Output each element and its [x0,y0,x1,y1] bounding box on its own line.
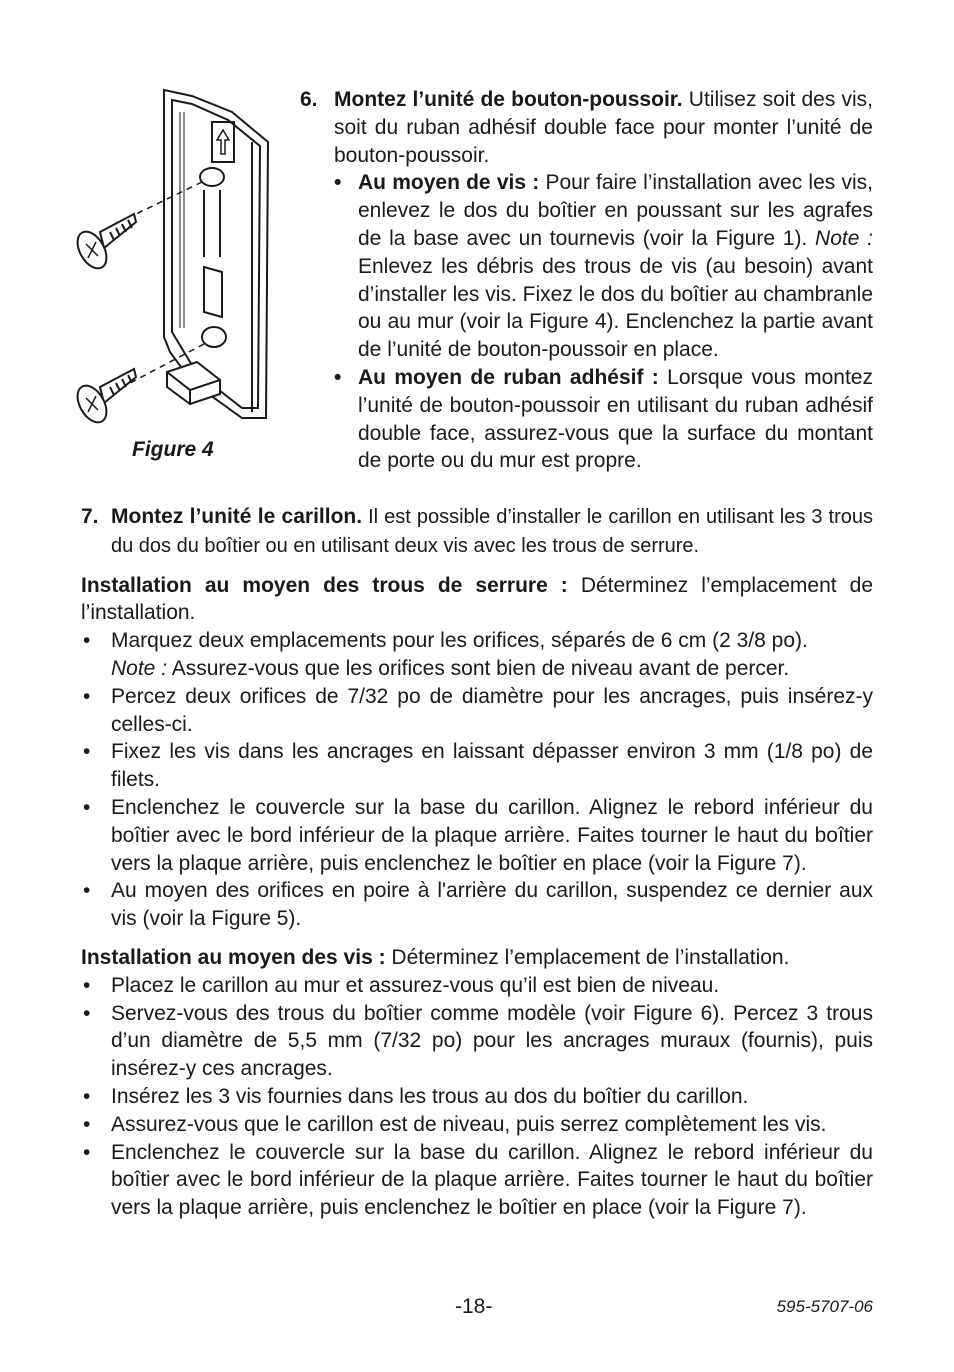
list-item [81,1111,873,1139]
bullet-glyph: • [83,629,91,653]
bullet-tape [334,364,873,475]
step-7 [81,503,873,561]
step-7-title: Montez l’unité le carillon. [111,505,363,528]
note-text: Assurez-vous que les orifices sont bien de niveau avant de percer. [167,656,790,680]
bullet-glyph: • [83,795,91,819]
list-item-text: Marquez deux emplacements pour les orifices, séparés de 6 cm (2 3/8 po). [111,629,808,653]
bullet-glyph: • [83,740,91,764]
bullet-text: Pour faire l’installation avec les vis, enlevez le dos du boîtier en poussant sur les agrafes de la base avec un tournevis (voir la Figure 1). [358,171,873,250]
bullet-glyph: • [83,1001,91,1025]
list-item [81,794,873,877]
step-6-intro [334,86,873,169]
list-item-text: Percez deux orifices de 7/32 po de diamètre pour les ancrages, puis insérez-y celles-ci. [111,684,873,736]
step-7-text: Il est possible d’installer le carillon en utilisant les 3 trous du dos du boîtier ou en utilisant deux vis avec les trous de serrure. [111,506,873,557]
list-item [81,1083,873,1111]
list-item-text: Enclenchez le couvercle sur la base du carillon. Alignez le rebord inférieur du boîtier avec le bord inférieur de la plaque arrière. Faites tourner le haut du boîtier vers la plaque arrière, puis enclenchez le boîtier en place (voir la Figure 7). [111,1140,873,1220]
list-item-text: Insérez les 3 vis fournies dans les trous au dos du boîtier du carillon. [111,1084,749,1108]
note-label: Note : [111,656,168,680]
step-6-body [334,86,873,475]
bullet-glyph: • [83,1112,91,1136]
list-item [81,627,873,683]
bullet-glyph: • [83,684,91,708]
list-item [81,972,873,1000]
list-item-text: Servez-vous des trous du boîtier comme modèle (voir Figure 6). Percez 3 trous d’un diamètre de 5,5 mm (7/32 po) pour les ancrages muraux (fournis), puis insérez-y ces ancrages. [111,1001,873,1081]
section-heading: Installation au moyen des vis : [81,945,386,969]
bullet-glyph: • [83,879,91,903]
bullet-text: Lorsque vous montez l’unité de bouton-poussoir en utilisant du ruban adhésif double face, assurez-vous que la surface du montant de porte ou du mur est propre. [358,365,873,473]
bullet-glyph: • [83,1140,91,1164]
step-6 [300,86,873,475]
step-6-text: Utilisez soit des vis, soit du ruban adhésif double face pour monter l’unité de bouton-poussoir. [334,88,873,167]
section-heading: Installation au moyen des trous de serrure : [81,573,568,597]
list-item-text: Au moyen des orifices en poire à l'arrière du carillon, suspendez ce dernier aux vis (voir la Figure 5). [111,879,873,931]
list-item [81,1139,873,1222]
list-item [81,1000,873,1083]
bullet-glyph: • [334,365,342,389]
bullet-glyph: • [83,1084,91,1108]
mounting-diagram [72,82,292,432]
bullet-screws [334,169,873,364]
bullet-glyph: • [334,171,342,195]
step-number: 6. [300,88,318,111]
bullet-title: Au moyen de ruban adhésif : [358,365,659,389]
bullet-text: Enlevez les débris des trous de vis (au besoin) avant d’installer les vis. Fixez le dos du boîtier au chambranle ou au mur (voir la Figure 4). Enclenchez la partie avant de l’unité de bouton-poussoir en place. [358,254,873,362]
bullet-glyph: • [83,973,91,997]
list-item-text: Assurez-vous que le carillon est de niveau, puis serrez complètement les vis. [111,1112,827,1136]
section-intro: Déterminez l’emplacement de l’installation. [385,945,790,969]
list-item [81,738,873,794]
section-keyhole [81,572,873,628]
list-item-text: Fixez les vis dans les ancrages en laissant dépasser environ 3 mm (1/8 po) de filets. [111,740,873,792]
section-intro: Déterminez l’emplacement de l’installation. [81,573,873,625]
keyhole-steps [81,627,873,933]
list-item-text: Placez le carillon au mur et assurez-vous qu’il est bien de niveau. [111,973,720,997]
step-number: 7. [81,505,99,528]
figure-4-illustration [72,82,292,432]
step-6-title: Montez l’unité de bouton-poussoir. [334,88,683,111]
main-content [81,503,873,1222]
figure-caption: Figure 4 [132,438,214,461]
section-screws [81,944,873,972]
page-number: -18- [455,1295,493,1318]
note-label: Note : [815,226,874,250]
list-item [81,683,873,739]
bullet-title: Au moyen de vis : [358,171,540,195]
screw-steps [81,972,873,1222]
document-code: 595-5707-06 [776,1297,873,1316]
list-item [81,877,873,933]
list-item-text: Enclenchez le couvercle sur la base du carillon. Alignez le rebord inférieur du boîtier avec le bord inférieur de la plaque arrière. Faites tourner le haut du boîtier vers la plaque arrière, puis enclenchez le boîtier en place (voir la Figure 7). [111,795,873,875]
